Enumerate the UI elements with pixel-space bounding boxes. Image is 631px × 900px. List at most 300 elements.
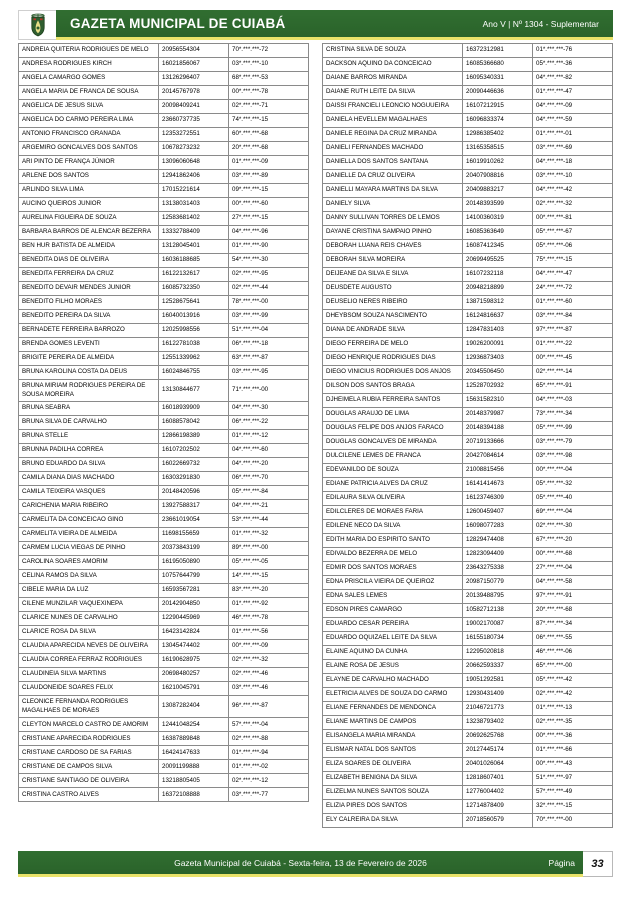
table-row — [19, 598, 309, 612]
table-row — [323, 674, 613, 688]
row-registration: 16087412345 — [463, 240, 533, 254]
row-name: BRENDA GOMES LEVENTI — [19, 338, 159, 352]
table-row — [323, 226, 613, 240]
table-row — [19, 514, 309, 528]
row-name: BENEDITO PEREIRA DA SILVA — [19, 310, 159, 324]
right-listing-table — [322, 43, 613, 828]
row-name: ANGELA CAMARGO GOMES — [19, 72, 159, 86]
coat-of-arms-logo — [18, 10, 56, 40]
row-cpf-masked: 03*.***.***-69 — [533, 142, 613, 156]
row-name: ELIZIA PIRES DOS SANTOS — [323, 800, 463, 814]
row-name: ANGELICA DE JESUS SILVA — [19, 100, 159, 114]
table-row — [323, 408, 613, 422]
table-row — [323, 562, 613, 576]
row-cpf-masked: 57*.***.***-04 — [229, 718, 309, 732]
table-row — [19, 626, 309, 640]
table-row — [19, 254, 309, 268]
table-row — [19, 212, 309, 226]
row-name: EDIANE PATRICIA ALVES DA CRUZ — [323, 478, 463, 492]
table-row — [19, 612, 309, 626]
row-cpf-masked: 70*.***.***-00 — [533, 814, 613, 828]
table-row — [19, 310, 309, 324]
row-cpf-masked: 70*.***.***-72 — [229, 44, 309, 58]
row-cpf-masked: 01*.***.***-09 — [229, 156, 309, 170]
row-name: ARLENE DOS SANTOS — [19, 170, 159, 184]
row-registration: 20373843199 — [159, 542, 229, 556]
row-cpf-masked: 20*.***.***-68 — [533, 604, 613, 618]
row-registration: 12353272551 — [159, 128, 229, 142]
footer-green-bar — [18, 851, 583, 877]
row-name: CRISTINA SILVA DE SOUZA — [323, 44, 463, 58]
row-registration: 13332788409 — [159, 226, 229, 240]
row-registration: 13096060648 — [159, 156, 229, 170]
row-cpf-masked: 01*.***.***-90 — [229, 240, 309, 254]
row-registration: 16210045791 — [159, 682, 229, 696]
row-cpf-masked: 51*.***.***-04 — [229, 324, 309, 338]
row-name: CAMILA TEIXEIRA VASQUES — [19, 486, 159, 500]
row-name: ELIZA SOARES DE OLIVEIRA — [323, 758, 463, 772]
row-cpf-masked: 97*.***.***-87 — [533, 324, 613, 338]
row-registration: 13871598312 — [463, 296, 533, 310]
row-name: DANIELY SILVA — [323, 198, 463, 212]
table-row — [323, 688, 613, 702]
row-registration: 16024846755 — [159, 366, 229, 380]
table-row — [323, 142, 613, 156]
row-cpf-masked: 24*.***.***-72 — [533, 282, 613, 296]
row-cpf-masked: 02*.***.***-12 — [229, 774, 309, 788]
row-registration: 16018939909 — [159, 402, 229, 416]
footer-page-label: Página — [548, 857, 575, 868]
row-cpf-masked: 74*.***.***-15 — [229, 114, 309, 128]
row-name: DIEGO HENRIQUE RODRIGUES DIAS — [323, 352, 463, 366]
row-name: DOUGLAS FELIPE DOS ANJOS FARACO — [323, 422, 463, 436]
table-row — [19, 556, 309, 570]
row-name: ELIZELMA NUNES SANTOS SOUZA — [323, 786, 463, 800]
row-registration: 20145767978 — [159, 86, 229, 100]
row-registration: 16593567281 — [159, 584, 229, 598]
table-row — [323, 800, 613, 814]
row-name: ARI PINTO DE FRANÇA JÚNIOR — [19, 156, 159, 170]
row-registration: 20098409241 — [159, 100, 229, 114]
row-cpf-masked: 75*.***.***-15 — [533, 254, 613, 268]
row-name: CAROLINA SOARES AMORIM — [19, 556, 159, 570]
table-row — [19, 128, 309, 142]
row-registration: 12847831403 — [463, 324, 533, 338]
table-row — [323, 716, 613, 730]
row-cpf-masked: 05*.***.***-36 — [533, 58, 613, 72]
row-cpf-masked: 32*.***.***-15 — [533, 800, 613, 814]
table-row — [19, 584, 309, 598]
table-row — [19, 718, 309, 732]
row-name: DOUGLAS GONCALVES DE MIRANDA — [323, 436, 463, 450]
table-row — [323, 548, 613, 562]
row-registration: 12829474408 — [463, 534, 533, 548]
table-row — [19, 44, 309, 58]
row-registration: 23661019054 — [159, 514, 229, 528]
row-name: DEIJEANE DA SILVA E SILVA — [323, 268, 463, 282]
row-cpf-masked: 04*.***.***-59 — [533, 114, 613, 128]
table-row — [323, 338, 613, 352]
table-row — [19, 500, 309, 514]
row-cpf-masked: 03*.***.***-95 — [229, 366, 309, 380]
row-cpf-masked: 02*.***.***-44 — [229, 282, 309, 296]
row-cpf-masked: 63*.***.***-87 — [229, 352, 309, 366]
row-name: EDIVALDO BEZERRA DE MELO — [323, 548, 463, 562]
row-cpf-masked: 04*.***.***-58 — [533, 576, 613, 590]
row-name: ARGEMIRO GONCALVES DOS SANTOS — [19, 142, 159, 156]
table-row — [323, 366, 613, 380]
row-name: CLAUDIA APARECIDA NEVES DE OLIVEIRA — [19, 640, 159, 654]
row-cpf-masked: 01*.***.***-13 — [533, 702, 613, 716]
row-cpf-masked: 02*.***.***-46 — [229, 668, 309, 682]
table-row — [19, 542, 309, 556]
row-cpf-masked: 02*.***.***-35 — [533, 716, 613, 730]
table-row — [19, 774, 309, 788]
row-cpf-masked: 20*.***.***-68 — [229, 142, 309, 156]
row-cpf-masked: 02*.***.***-32 — [533, 198, 613, 212]
row-cpf-masked: 00*.***.***-04 — [533, 464, 613, 478]
row-registration: 12930431409 — [463, 688, 533, 702]
row-cpf-masked: 97*.***.***-91 — [533, 590, 613, 604]
row-name: ELIANE MARTINS DE CAMPOS — [323, 716, 463, 730]
row-cpf-masked: 04*.***.***-82 — [533, 72, 613, 86]
row-cpf-masked: 57*.***.***-49 — [533, 786, 613, 800]
row-cpf-masked: 02*.***.***-71 — [229, 100, 309, 114]
row-cpf-masked: 46*.***.***-06 — [533, 646, 613, 660]
row-cpf-masked: 83*.***.***-20 — [229, 584, 309, 598]
left-listing-table — [18, 43, 309, 802]
row-name: CRISTIANE APARECIDA RODRIGUES — [19, 732, 159, 746]
row-cpf-masked: 96*.***.***-87 — [229, 696, 309, 718]
row-registration: 12025998556 — [159, 324, 229, 338]
row-registration: 12941862406 — [159, 170, 229, 184]
row-registration: 16155180734 — [463, 632, 533, 646]
row-name: ANGELICA DO CARMO PEREIRA LIMA — [19, 114, 159, 128]
table-row — [19, 170, 309, 184]
row-cpf-masked: 01*.***.***-92 — [229, 598, 309, 612]
row-cpf-masked: 27*.***.***-04 — [533, 562, 613, 576]
row-cpf-masked: 00*.***.***-36 — [533, 730, 613, 744]
row-registration: 20142904850 — [159, 598, 229, 612]
table-row — [323, 324, 613, 338]
row-cpf-masked: 04*.***.***-47 — [533, 268, 613, 282]
left-table-body — [19, 44, 309, 802]
row-name: EDEVANILDO DE SOUZA — [323, 464, 463, 478]
table-row — [323, 170, 613, 184]
table-row — [19, 100, 309, 114]
row-name: CLARICE ROSA DA SILVA — [19, 626, 159, 640]
table-row — [323, 184, 613, 198]
header-green-bar — [56, 10, 613, 40]
table-row — [19, 240, 309, 254]
row-registration: 16372312981 — [463, 44, 533, 58]
row-name: DANIELLA DOS SANTOS SANTANA — [323, 156, 463, 170]
row-cpf-masked: 01*.***.***-02 — [229, 760, 309, 774]
row-cpf-masked: 03*.***.***-10 — [229, 58, 309, 72]
row-registration: 20987150779 — [463, 576, 533, 590]
row-registration: 12551339962 — [159, 352, 229, 366]
row-cpf-masked: 01*.***.***-76 — [533, 44, 613, 58]
row-registration: 13126296407 — [159, 72, 229, 86]
row-name: BENEDITO FILHO MORAES — [19, 296, 159, 310]
row-registration: 16141414673 — [463, 478, 533, 492]
row-cpf-masked: 03*.***.***-79 — [533, 436, 613, 450]
table-row — [19, 114, 309, 128]
row-registration: 13165358515 — [463, 142, 533, 156]
row-name: BENEDITA DIAS DE OLIVEIRA — [19, 254, 159, 268]
row-registration: 21008815456 — [463, 464, 533, 478]
left-column — [18, 43, 308, 828]
row-name: BEN HUR BATISTA DE ALMEIDA — [19, 240, 159, 254]
row-cpf-masked: 27*.***.***-15 — [229, 212, 309, 226]
row-name: DAYANE CRISTINA SAMPAIO PINHO — [323, 226, 463, 240]
row-registration: 16022669732 — [159, 458, 229, 472]
row-cpf-masked: 05*.***.***-99 — [533, 422, 613, 436]
row-name: DIANA DE ANDRADE SILVA — [323, 324, 463, 338]
row-registration: 13130844677 — [159, 380, 229, 402]
row-name: BRUNA SEABRA — [19, 402, 159, 416]
row-registration: 16107232118 — [463, 268, 533, 282]
row-cpf-masked: 04*.***.***-20 — [229, 458, 309, 472]
table-row — [19, 746, 309, 760]
row-registration: 13138031403 — [159, 198, 229, 212]
table-row — [19, 528, 309, 542]
table-row — [323, 814, 613, 828]
table-row — [323, 632, 613, 646]
row-cpf-masked: 01*.***.***-47 — [533, 86, 613, 100]
row-cpf-masked: 04*.***.***-03 — [533, 394, 613, 408]
row-cpf-masked: 78*.***.***-00 — [229, 296, 309, 310]
row-cpf-masked: 01*.***.***-12 — [229, 430, 309, 444]
row-name: CLAUDINEIA SILVA MARTINS — [19, 668, 159, 682]
row-name: DEUSELIO NERES RIBEIRO — [323, 296, 463, 310]
row-registration: 19051292581 — [463, 674, 533, 688]
table-row — [323, 660, 613, 674]
row-name: DACKSON AQUINO DA CONCEICAO — [323, 58, 463, 72]
table-row — [323, 310, 613, 324]
row-cpf-masked: 04*.***.***-42 — [533, 184, 613, 198]
row-registration: 20427084614 — [463, 450, 533, 464]
row-name: CLEONICE FERNANDA RODRIGUES MAGALHAES DE MORAES — [19, 696, 159, 718]
row-registration: 16372108888 — [159, 788, 229, 802]
row-registration: 10678273232 — [159, 142, 229, 156]
row-name: ELIZABETH BENIGNA DA SILVA — [323, 772, 463, 786]
row-name: CRISTINA CASTRO ALVES — [19, 788, 159, 802]
row-name: DAIANE BARROS MIRANDA — [323, 72, 463, 86]
table-row — [19, 430, 309, 444]
row-name: EDNA SALES LEMES — [323, 590, 463, 604]
row-name: DEBORAH LUANA REIS CHAVES — [323, 240, 463, 254]
row-name: EDUARDO OQUIZAEL LEITE DA SILVA — [323, 632, 463, 646]
row-cpf-masked: 05*.***.***-40 — [533, 492, 613, 506]
table-row — [323, 506, 613, 520]
row-registration: 12986385402 — [463, 128, 533, 142]
row-registration: 20692625768 — [463, 730, 533, 744]
row-cpf-masked: 03*.***.***-84 — [533, 310, 613, 324]
row-registration: 12441048254 — [159, 718, 229, 732]
row-registration: 16123746309 — [463, 492, 533, 506]
table-row — [323, 72, 613, 86]
row-registration: 16021856067 — [159, 58, 229, 72]
row-cpf-masked: 02*.***.***-42 — [533, 688, 613, 702]
row-registration: 20127445174 — [463, 744, 533, 758]
table-row — [19, 338, 309, 352]
row-registration: 12600459407 — [463, 506, 533, 520]
table-row — [19, 198, 309, 212]
page-number: 33 — [591, 858, 604, 870]
row-name: ELIANE FERNANDES DE MENDONCA — [323, 702, 463, 716]
page-header — [18, 10, 613, 40]
table-row — [19, 352, 309, 366]
row-registration: 16096833374 — [463, 114, 533, 128]
table-row — [323, 240, 613, 254]
row-cpf-masked: 01*.***.***-32 — [229, 528, 309, 542]
row-registration: 13128045401 — [159, 240, 229, 254]
table-row — [19, 268, 309, 282]
row-registration: 13087282404 — [159, 696, 229, 718]
row-name: EDILAURA SILVA OLIVEIRA — [323, 492, 463, 506]
row-cpf-masked: 14*.***.***-15 — [229, 570, 309, 584]
table-row — [19, 444, 309, 458]
row-cpf-masked: 65*.***.***-00 — [533, 660, 613, 674]
row-name: EDILCLERES DE MORAES FARIA — [323, 506, 463, 520]
table-row — [323, 380, 613, 394]
row-cpf-masked: 09*.***.***-15 — [229, 184, 309, 198]
row-registration: 16195050890 — [159, 556, 229, 570]
table-row — [323, 618, 613, 632]
table-row — [19, 760, 309, 774]
row-cpf-masked: 03*.***.***-77 — [229, 788, 309, 802]
row-registration: 17015221614 — [159, 184, 229, 198]
row-cpf-masked: 03*.***.***-89 — [229, 170, 309, 184]
cuiaba-coat-of-arms-icon — [27, 13, 49, 37]
table-row — [323, 212, 613, 226]
row-registration: 16424147633 — [159, 746, 229, 760]
row-registration: 12295020818 — [463, 646, 533, 660]
row-registration: 13927588317 — [159, 500, 229, 514]
row-name: DAISSI FRANCIELI LEONCIO NOGUUEIRA — [323, 100, 463, 114]
row-cpf-masked: 69*.***.***-04 — [533, 506, 613, 520]
row-registration: 16107212915 — [463, 100, 533, 114]
row-cpf-masked: 67*.***.***-20 — [533, 534, 613, 548]
row-registration: 16423142824 — [159, 626, 229, 640]
row-name: BRUNA STELLE — [19, 430, 159, 444]
row-registration: 20956554304 — [159, 44, 229, 58]
row-name: BRUNO EDUARDO DA SILVA — [19, 458, 159, 472]
table-row — [323, 730, 613, 744]
row-name: DHEYBSOM SOUZA NASCIMENTO — [323, 310, 463, 324]
row-registration: 16095340331 — [463, 72, 533, 86]
row-registration: 20718560579 — [463, 814, 533, 828]
row-registration: 16303291830 — [159, 472, 229, 486]
table-row — [19, 732, 309, 746]
row-name: DANIELA HEVELLEM MAGALHAES — [323, 114, 463, 128]
row-name: DEBORAH SILVA MOREIRA — [323, 254, 463, 268]
row-cpf-masked: 05*.***.***-42 — [533, 674, 613, 688]
row-name: CLAUDIA CORREA FERRAZ RODRIGUES — [19, 654, 159, 668]
table-row — [19, 654, 309, 668]
table-row — [323, 44, 613, 58]
row-cpf-masked: 53*.***.***-44 — [229, 514, 309, 528]
table-row — [323, 128, 613, 142]
row-cpf-masked: 02*.***.***-14 — [533, 366, 613, 380]
table-row — [19, 184, 309, 198]
table-row — [19, 282, 309, 296]
row-registration: 20698480257 — [159, 668, 229, 682]
row-name: DULCILENE LEMES DE FRANCA — [323, 450, 463, 464]
row-cpf-masked: 04*.***.***-18 — [533, 156, 613, 170]
row-cpf-masked: 06*.***.***-22 — [229, 416, 309, 430]
row-cpf-masked: 05*.***.***-84 — [229, 486, 309, 500]
row-cpf-masked: 04*.***.***-21 — [229, 500, 309, 514]
table-row — [19, 142, 309, 156]
row-name: ELETRICIA ALVES DE SOUZA DO CARMO — [323, 688, 463, 702]
row-name: ELY CALREIRA DA SILVA — [323, 814, 463, 828]
table-row — [19, 682, 309, 696]
row-cpf-masked: 01*.***.***-01 — [533, 128, 613, 142]
row-cpf-masked: 00*.***.***-60 — [229, 198, 309, 212]
row-name: CELINA RAMOS DA SILVA — [19, 570, 159, 584]
row-cpf-masked: 60*.***.***-68 — [229, 128, 309, 142]
row-registration: 16098077283 — [463, 520, 533, 534]
row-name: BENEDITA FERREIRA DA CRUZ — [19, 268, 159, 282]
row-registration: 13218805405 — [159, 774, 229, 788]
row-name: ANDRESA RODRIGUES KIRCH — [19, 58, 159, 72]
row-name: ELAYNE DE CARVALHO MACHADO — [323, 674, 463, 688]
row-cpf-masked: 04*.***.***-09 — [533, 100, 613, 114]
listing-content — [18, 43, 613, 828]
row-cpf-masked: 89*.***.***-00 — [229, 542, 309, 556]
row-name: CLEYTON MARCELO CASTRO DE AMORIM — [19, 718, 159, 732]
table-row — [323, 744, 613, 758]
row-cpf-masked: 01*.***.***-56 — [229, 626, 309, 640]
table-row — [323, 702, 613, 716]
row-cpf-masked: 46*.***.***-78 — [229, 612, 309, 626]
row-cpf-masked: 51*.***.***-97 — [533, 772, 613, 786]
row-cpf-masked: 06*.***.***-55 — [533, 632, 613, 646]
row-registration: 13238793402 — [463, 716, 533, 730]
row-name: CRISTIANE CARDOSO DE SA FARIAS — [19, 746, 159, 760]
row-name: AURELINA FIGUEIRA DE SOUZA — [19, 212, 159, 226]
table-row — [323, 282, 613, 296]
row-registration: 16122132617 — [159, 268, 229, 282]
table-row — [19, 380, 309, 402]
row-registration: 12528702932 — [463, 380, 533, 394]
row-name: BRUNA MIRIAM RODRIGUES PEREIRA DE SOUSA MOREIRA — [19, 380, 159, 402]
row-registration: 16036188685 — [159, 254, 229, 268]
row-registration: 20948218899 — [463, 282, 533, 296]
row-cpf-masked: 03*.***.***-10 — [533, 170, 613, 184]
table-row — [323, 436, 613, 450]
table-row — [323, 534, 613, 548]
row-registration: 19002170087 — [463, 618, 533, 632]
row-cpf-masked: 02*.***.***-30 — [533, 520, 613, 534]
row-registration: 16040013916 — [159, 310, 229, 324]
page-number-box — [583, 851, 613, 877]
row-registration: 12818607401 — [463, 772, 533, 786]
table-row — [19, 788, 309, 802]
row-cpf-masked: 06*.***.***-70 — [229, 472, 309, 486]
row-registration: 12823094409 — [463, 548, 533, 562]
row-cpf-masked: 04*.***.***-60 — [229, 444, 309, 458]
row-cpf-masked: 02*.***.***-32 — [229, 654, 309, 668]
row-cpf-masked: 00*.***.***-45 — [533, 352, 613, 366]
table-row — [19, 486, 309, 500]
table-row — [323, 100, 613, 114]
table-row — [323, 58, 613, 72]
table-row — [323, 254, 613, 268]
row-name: EDITH MARIA DO ESPIRITO SANTO — [323, 534, 463, 548]
